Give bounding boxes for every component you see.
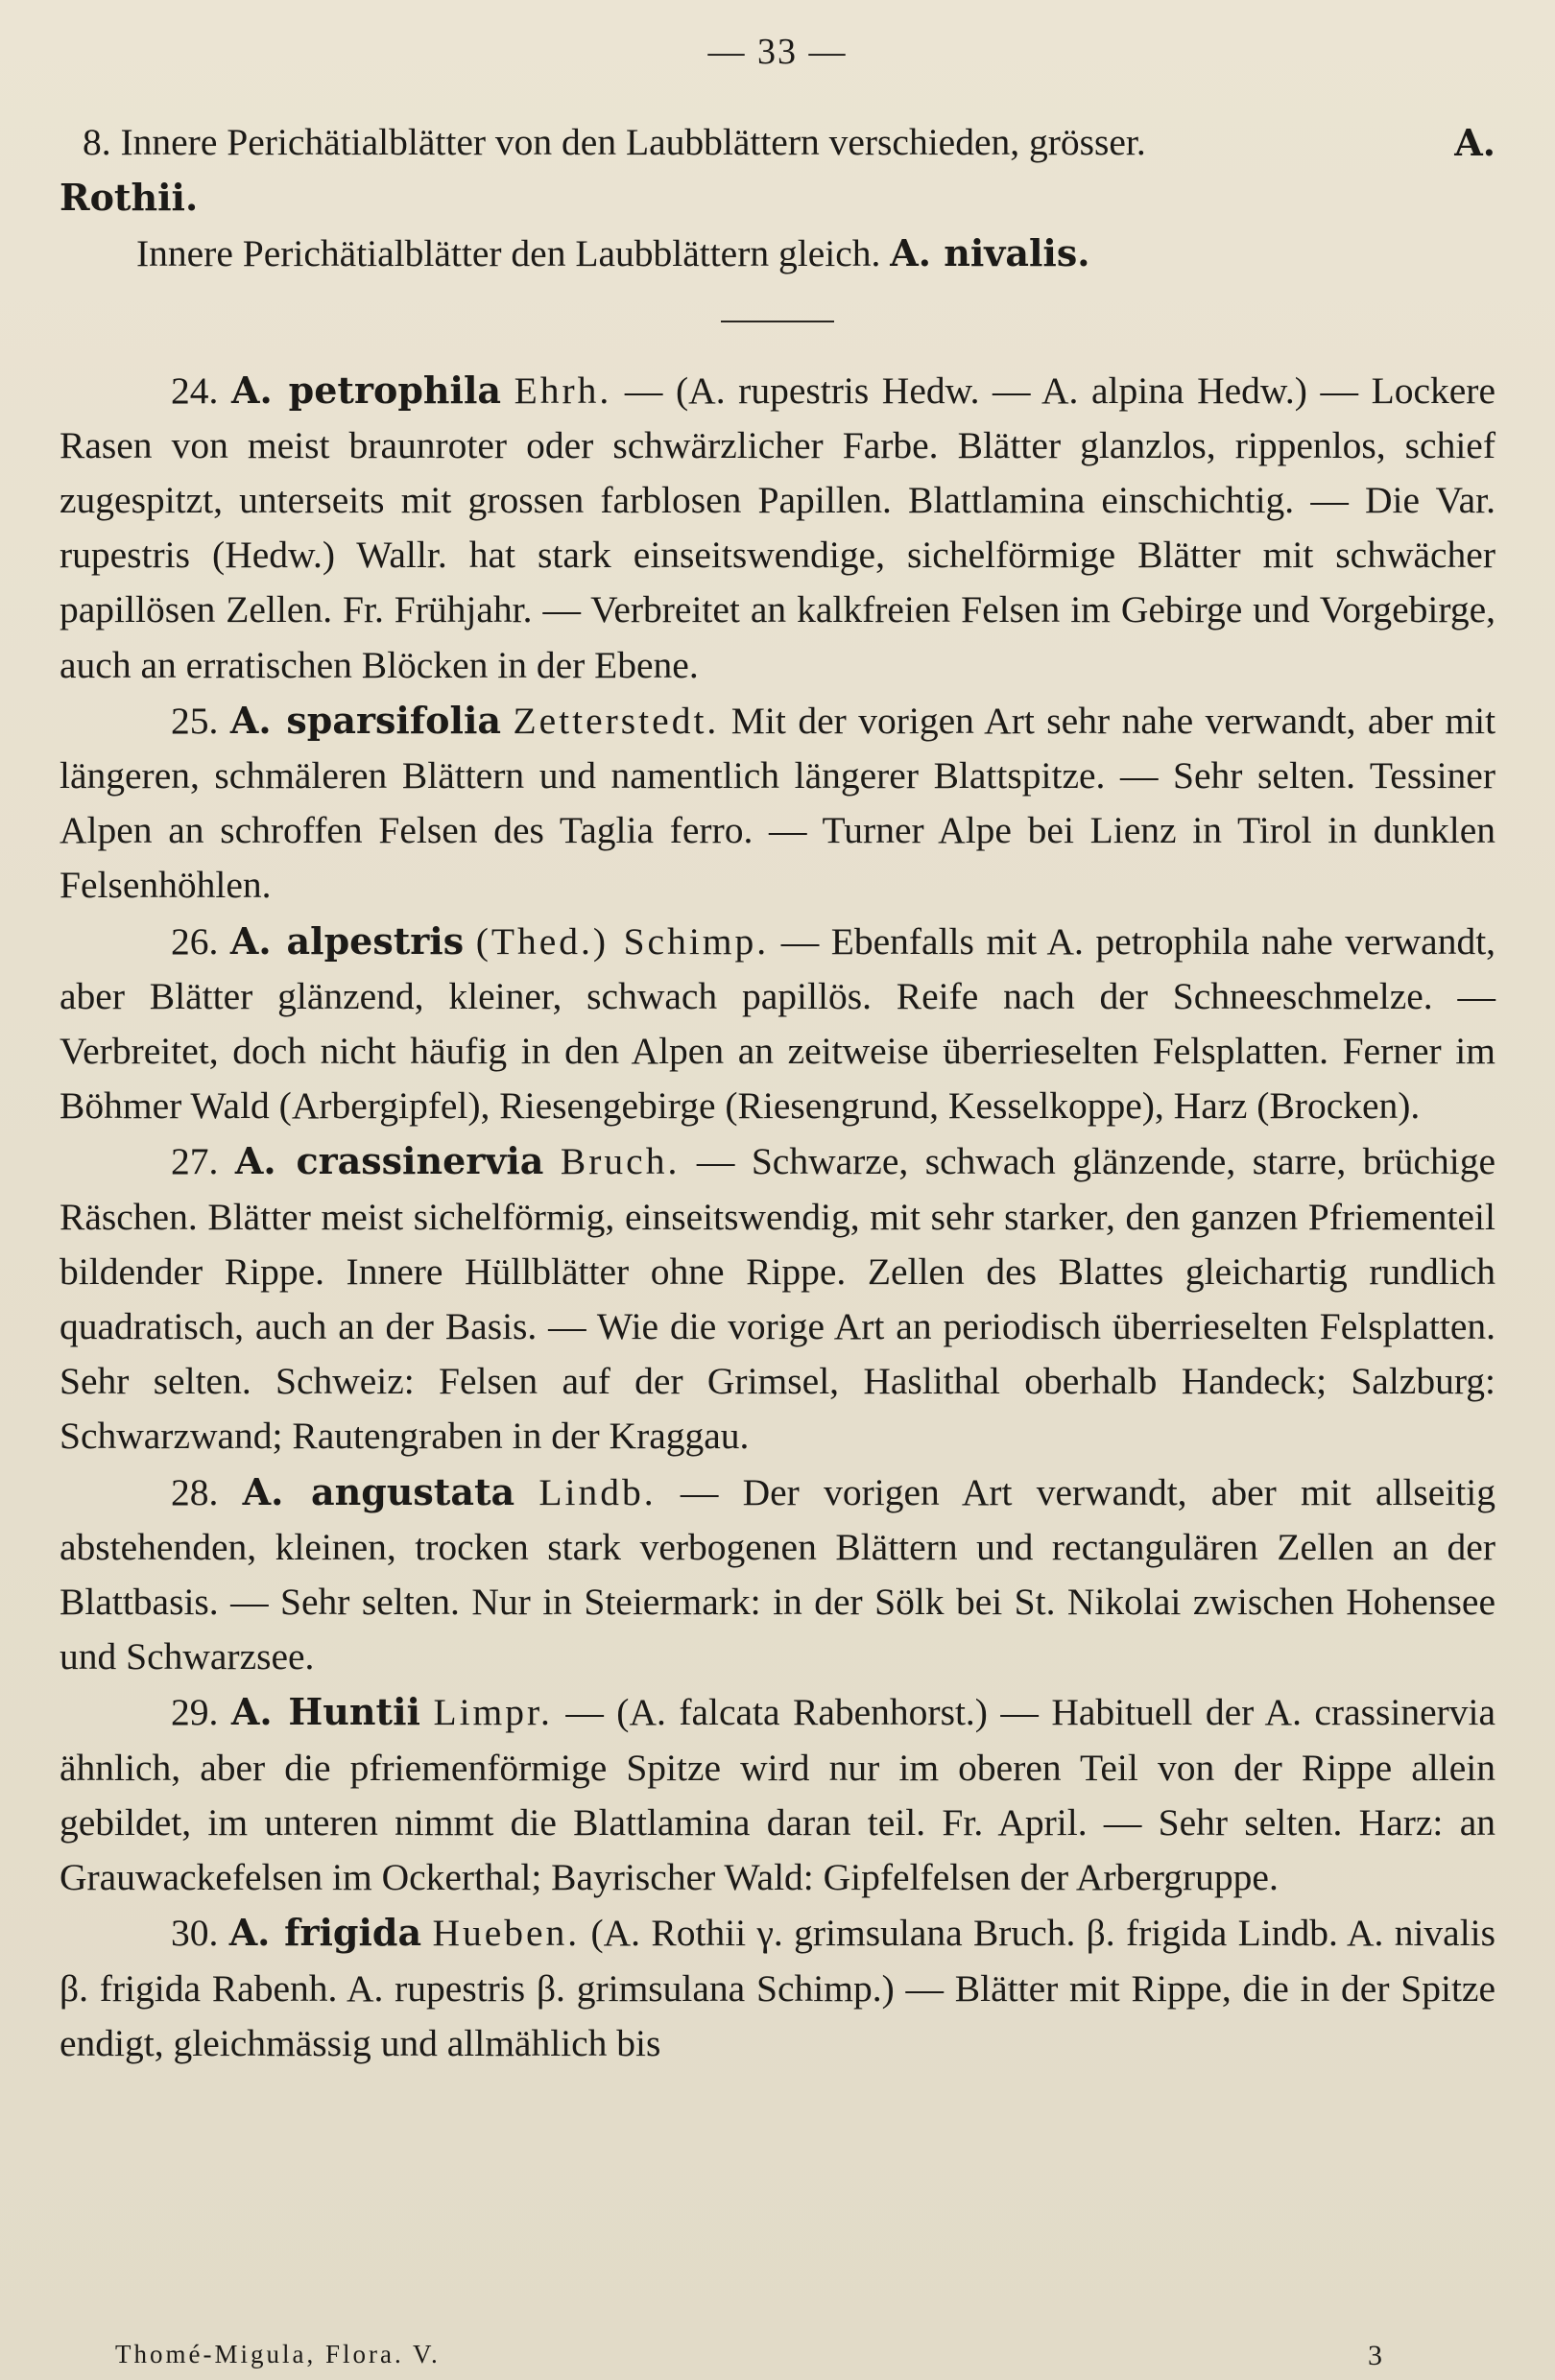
species-description: Mit der vorigen Art sehr nahe verwandt, aber mit längeren, schmäleren Blättern und namentlich längerer Blattspitze. — Sehr selten. Tessiner Alpen an schroffen Felsen des Taglia ferro. — Turner Alpe bei Lienz in Tirol in dunklen Felsenhöhlen. — [60, 699, 1496, 907]
page-number: — 33 — — [707, 32, 848, 72]
key-number: 8. — [83, 121, 111, 163]
page-body — [60, 115, 1495, 2071]
species-name: A. angustata — [242, 1469, 515, 1513]
entry-number: 24. — [171, 369, 219, 412]
species-entry-25 — [60, 693, 1495, 914]
page-footer — [115, 2340, 1382, 2372]
section-divider — [721, 321, 834, 322]
species-entry-30 — [60, 1905, 1495, 2071]
species-entry-26 — [60, 914, 1495, 1134]
species-author: Limpr. — [433, 1691, 553, 1734]
entry-number: 29. — [171, 1691, 219, 1734]
footer-signature-mark: 3 — [1368, 2340, 1382, 2371]
entry-number: 26. — [171, 919, 219, 963]
species-description: — Der vorigen Art verwandt, aber mit allseitig abstehenden, kleinen, trocken stark verbogenen Blättern und rectangulären Zellen an der Blattbasis. — Sehr selten. Nur in Steiermark: in der Sölk bei St. Nikolai zwischen Hohensee und Schwarzsee. — [60, 1470, 1496, 1678]
species-entry-28 — [60, 1464, 1495, 1685]
species-description: (A. Rothii γ. grimsulana Bruch. β. frigida Lindb. A. nivalis β. frigida Rabenh. A. rupestris β. grimsulana Schimp.) — Blätter mit Rippe, die in der Spitze endigt, gleichmässig und allmählich bis — [60, 1912, 1496, 2064]
entry-number: 28. — [171, 1470, 219, 1513]
species-entry-29 — [60, 1684, 1495, 1905]
species-name: A. alpestris — [229, 918, 465, 963]
entry-number: 30. — [171, 1912, 219, 1955]
species-author: Bruch. — [560, 1140, 681, 1183]
key-text: Innere Perichätialblätter den Laubblättern gleich. — [136, 232, 881, 275]
key-line-alt — [60, 226, 1495, 281]
species-entry-27 — [60, 1133, 1495, 1464]
species-name: A. sparsifolia — [229, 698, 502, 742]
entry-number: 27. — [171, 1140, 219, 1183]
species-description: — Ebenfalls mit A. petrophila nahe verwandt, aber Blätter glänzend, kleiner, schwach papillös. Reife nach der Schneeschmelze. — Verbreitet, doch nicht häufig in den Alpen an zeitweise überrieselten Felsplatten. Ferner im Böhmer Wald (Arbergipfel), Riesengebirge (Riesengrund, Kesselkoppe), Harz (Brocken). — [60, 919, 1496, 1128]
species-author: Ehrh. — [514, 369, 612, 412]
species-author: Lindb. — [538, 1470, 657, 1513]
footer-book-title: Thomé-Migula, Flora. V. — [115, 2340, 441, 2368]
key-species-nivalis: A. nivalis. — [890, 231, 1090, 275]
species-name: A. frigida — [228, 1911, 422, 1955]
key-text: Innere Perichätialblätter von den Laubblättern verschieden, grösser. — [120, 121, 1146, 163]
key-genus: A. — [1454, 121, 1495, 164]
species-name: A. petrophila — [230, 368, 502, 412]
key-species-rothii: Rothii. — [60, 176, 199, 220]
species-entry-24 — [60, 363, 1495, 693]
species-author: (Thed.) Schimp. — [475, 919, 770, 963]
species-name: A. Huntii — [230, 1690, 420, 1734]
species-author: Zetterstedt. — [513, 699, 720, 742]
key-line-8 — [60, 115, 1495, 226]
species-description: — (A. rupestris Hedw. — A. alpina Hedw.) — Lockere Rasen von meist braunroter oder schwärzlicher Farbe. Blätter glanzlos, rippenlos, schief zugespitzt, unterseits mit grossen farblosen Papillen. Blattlamina einschichtig. — Die Var. rupestris (Hedw.) Wallr. hat stark einseitswendige, sichelförmige Blätter mit schwächer papillösen Zellen. Fr. Frühjahr. — Verbreitet an kalkfreien Felsen im Gebirge und Vorgebirge, auch an erratischen Blöcken in der Ebene. — [60, 369, 1495, 686]
species-author: Hueben. — [432, 1912, 581, 1955]
species-description: — Schwarze, schwach glänzende, starre, brüchige Räschen. Blätter meist sichelförmig, einseitswendig, mit sehr starker, den ganzen Pfriementeil bildender Rippe. Innere Hüllblätter ohne Rippe. Zellen des Blattes gleichartig rundlich quadratisch, auch an der Basis. — Wie die vorige Art an periodisch überrieselten Felsplatten. Sehr selten. Schweiz: Felsen auf der Grimsel, Haslithal oberhalb Handeck; Salzburg: Schwarzwand; Rautengraben in der Kraggau. — [60, 1140, 1495, 1458]
species-description: — (A. falcata Rabenhorst.) — Habituell der A. crassinervia ähnlich, aber die pfriemenförmige Spitze wird nur im oberen Teil von der Rippe allein gebildet, im unteren nimmt die Blattlamina daran teil. Fr. April. — Sehr selten. Harz: an Grauwackefelsen im Ockerthal; Bayrischer Wald: Gipfelfelsen der Arbergruppe. — [60, 1691, 1496, 1899]
identification-key — [60, 115, 1495, 282]
species-name: A. crassinervia — [234, 1139, 544, 1183]
entry-number: 25. — [171, 699, 219, 742]
